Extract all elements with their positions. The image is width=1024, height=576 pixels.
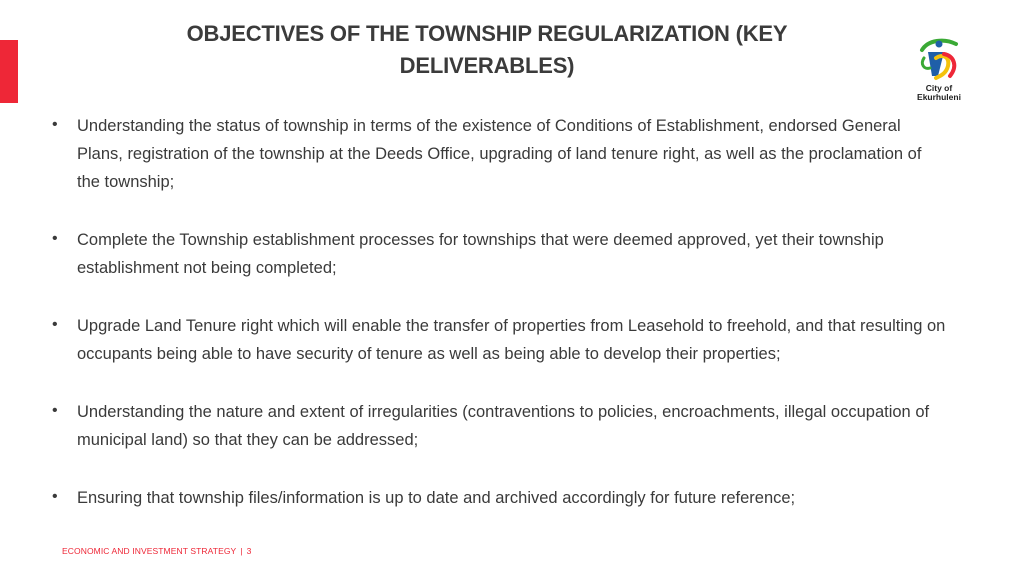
footer-label: ECONOMIC AND INVESTMENT STRATEGY bbox=[62, 546, 237, 556]
logo-line-1: City of bbox=[925, 83, 953, 93]
list-item-text: Ensuring that township files/information is up to date and archived accordingly for future reference; bbox=[77, 489, 796, 507]
list-item bbox=[48, 312, 948, 368]
bullet-icon: • bbox=[52, 230, 58, 247]
footer-separator: | bbox=[240, 546, 243, 556]
list-item-text: Understanding the status of township in terms of the existence of Conditions of Establishment, endorsed General Plans, registration of the township at the Deeds Office, upgrading of land tenure right, as well as the proclamation of the township; bbox=[77, 117, 922, 191]
logo-wordmark bbox=[906, 84, 972, 102]
bullet-icon: • bbox=[52, 316, 58, 333]
ekurhuleni-emblem-icon bbox=[914, 36, 964, 82]
bullet-icon: • bbox=[52, 488, 58, 505]
list-item bbox=[48, 226, 948, 282]
footer bbox=[62, 546, 251, 556]
list-item bbox=[48, 398, 948, 454]
red-accent-bar bbox=[0, 40, 18, 103]
list-item-text: Understanding the nature and extent of irregularities (contraventions to policies, encroachments, illegal occupation of municipal land) so that they can be addressed; bbox=[77, 403, 930, 449]
list-item-text: Complete the Township establishment processes for townships that were deemed approved, yet their township establishment not being completed; bbox=[77, 231, 884, 277]
objectives-list bbox=[48, 112, 948, 512]
bullet-icon: • bbox=[52, 402, 58, 419]
list-item bbox=[48, 112, 948, 196]
slide-title: OBJECTIVES OF THE TOWNSHIP REGULARIZATION (KEY DELIVERABLES) bbox=[186, 21, 788, 78]
logo-line-2: Ekurhuleni bbox=[917, 92, 961, 102]
list-item-text: Upgrade Land Tenure right which will enable the transfer of properties from Leasehold to freehold, and that resulting on occupants being able to have security of tenure as well as being able to develop their properties; bbox=[77, 317, 946, 363]
list-item bbox=[48, 484, 948, 512]
city-of-ekurhuleni-logo bbox=[906, 36, 972, 106]
page-number: 3 bbox=[246, 546, 252, 556]
bullet-icon: • bbox=[52, 116, 58, 133]
